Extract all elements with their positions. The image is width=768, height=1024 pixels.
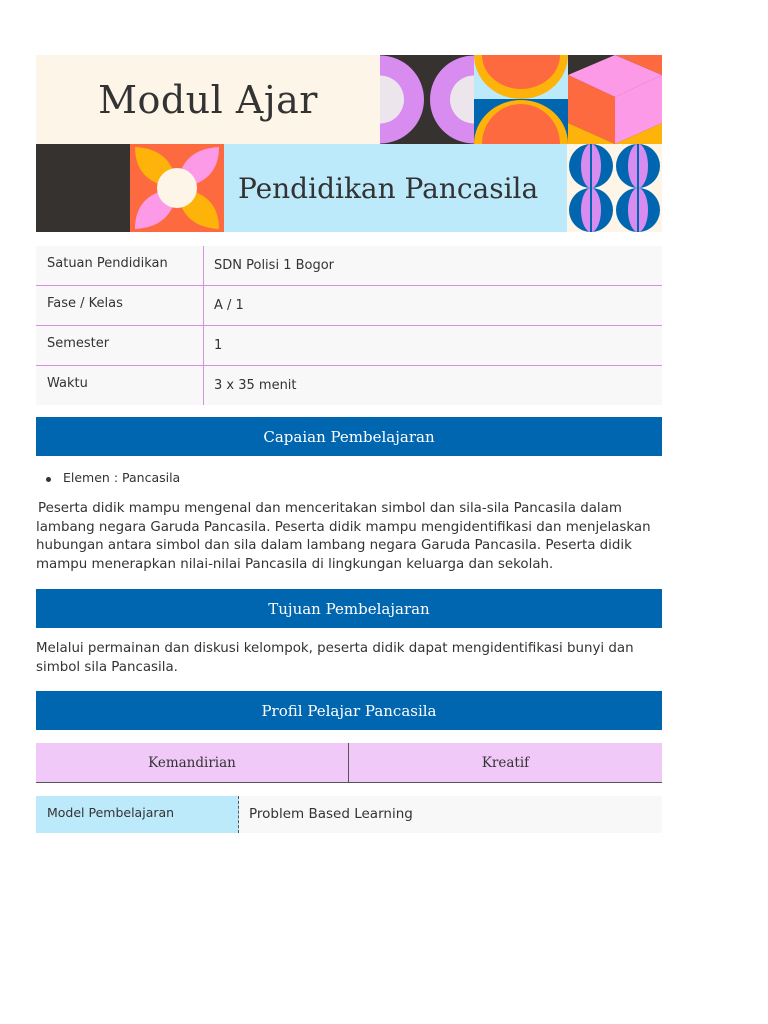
table-divider bbox=[203, 326, 204, 365]
table-divider bbox=[203, 366, 204, 405]
profil-cell-kreatif bbox=[349, 743, 662, 782]
bullet-elemen bbox=[46, 470, 180, 485]
deco-petals-tile bbox=[130, 144, 224, 232]
info-label: Waktu bbox=[47, 376, 88, 391]
deco-circles-tile bbox=[380, 55, 474, 144]
page-title: Modul Ajar bbox=[98, 77, 318, 122]
section-title: Capaian Pembelajaran bbox=[263, 427, 435, 446]
section-header-capaian bbox=[36, 417, 662, 456]
model-value: Problem Based Learning bbox=[249, 806, 413, 822]
profil-item: Kreatif bbox=[481, 754, 530, 771]
info-value: SDN Polisi 1 Bogor bbox=[214, 258, 335, 273]
profil-table bbox=[36, 743, 662, 783]
title-banner bbox=[36, 55, 380, 144]
info-value: 1 bbox=[214, 338, 223, 353]
info-row-semester bbox=[36, 326, 662, 366]
info-value: A / 1 bbox=[214, 298, 244, 313]
deco-dark-tile bbox=[36, 144, 130, 232]
table-divider bbox=[203, 286, 204, 325]
info-label: Semester bbox=[47, 336, 110, 351]
info-row-satuan bbox=[36, 246, 662, 286]
info-label: Satuan Pendidikan bbox=[47, 256, 168, 271]
capaian-paragraph: Peserta didik mampu mengenal dan menceritakan simbol dan sila-sila Pancasila dalam lambang negara Garuda Pancasila. Peserta didik mampu mengidentifikasi dan menjelaskan hubungan antara simbol dan sila dalam lambang negara Garuda Pancasila. Peserta didik mampu menerapkan nilai-nilai Pancasila di lingkungan keluarga dan sekolah. bbox=[36, 501, 651, 573]
table-divider bbox=[203, 246, 204, 285]
tujuan-paragraph: Melalui permainan dan diskusi kelompok, peserta didik dapat mengidentifikasi bunyi dan simbol sila Pancasila. bbox=[36, 641, 634, 675]
section-header-profil bbox=[36, 691, 662, 730]
section-title: Tujuan Pembelajaran bbox=[268, 599, 430, 618]
deco-semicircles-tile bbox=[474, 55, 568, 144]
profil-cell-kemandirian bbox=[36, 743, 348, 782]
model-row bbox=[36, 796, 662, 833]
model-label: Model Pembelajaran bbox=[47, 805, 175, 820]
model-label-cell bbox=[36, 796, 239, 833]
profil-item: Kemandirian bbox=[148, 754, 236, 771]
section-title: Profil Pelajar Pancasila bbox=[261, 701, 437, 720]
deco-cube-tile bbox=[568, 55, 662, 144]
info-value: 3 x 35 menit bbox=[214, 378, 297, 393]
deco-orbs-tile bbox=[567, 144, 662, 232]
info-row-waktu bbox=[36, 366, 662, 405]
section-header-tujuan bbox=[36, 589, 662, 628]
info-label: Fase / Kelas bbox=[47, 296, 123, 311]
info-row-fase bbox=[36, 286, 662, 326]
page-subtitle: Pendidikan Pancasila bbox=[238, 172, 539, 205]
bullet-text: Elemen : Pancasila bbox=[63, 470, 181, 485]
bullet-icon bbox=[46, 477, 51, 482]
